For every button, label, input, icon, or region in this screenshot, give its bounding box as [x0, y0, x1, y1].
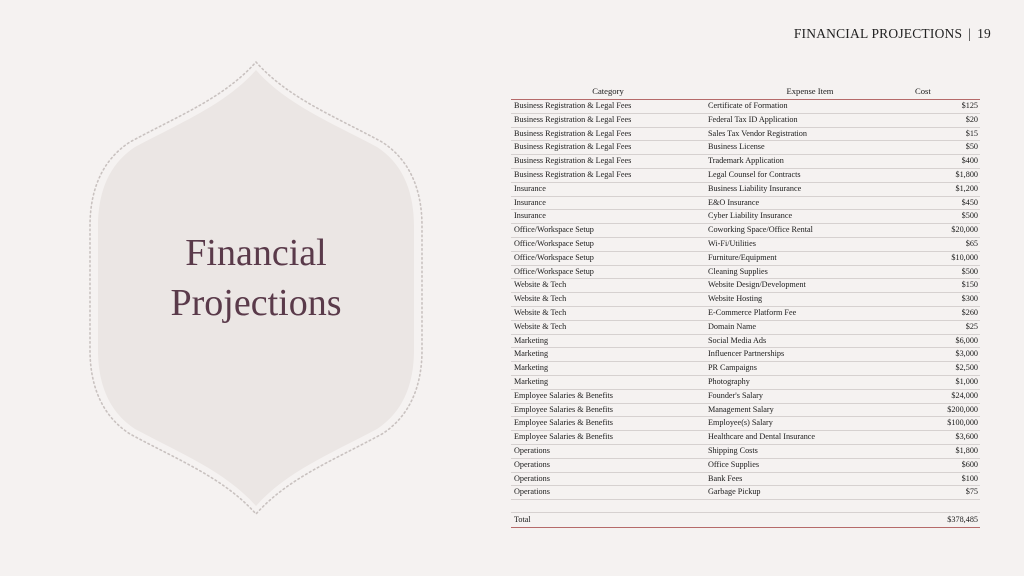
- cell-cost: $150: [915, 279, 980, 293]
- cell-cost: $10,000: [915, 251, 980, 265]
- cell-category: Operations: [511, 444, 705, 458]
- table-header-row: [511, 82, 980, 100]
- table-row: [511, 265, 980, 279]
- cell-cost: $20,000: [915, 224, 980, 238]
- cell-cost: $65: [915, 237, 980, 251]
- table-row: [511, 403, 980, 417]
- cell-category: Insurance: [511, 210, 705, 224]
- page-title: [88, 228, 424, 328]
- cell-expense-item: PR Campaigns: [705, 362, 915, 376]
- cell-cost: $3,000: [915, 348, 980, 362]
- table-row: [511, 389, 980, 403]
- cell-expense-item: Management Salary: [705, 403, 915, 417]
- cell-category: Insurance: [511, 196, 705, 210]
- cell-cost: $200,000: [915, 403, 980, 417]
- spacer-row: [511, 500, 980, 513]
- cell-category: Business Registration & Legal Fees: [511, 168, 705, 182]
- cell-category: Office/Workspace Setup: [511, 265, 705, 279]
- table-row: [511, 472, 980, 486]
- cell-category: Office/Workspace Setup: [511, 251, 705, 265]
- header-expense-item: Expense Item: [705, 82, 915, 100]
- cell-cost: $100: [915, 472, 980, 486]
- table-row: [511, 196, 980, 210]
- cell-expense-item: Influencer Partnerships: [705, 348, 915, 362]
- cell-category: Marketing: [511, 334, 705, 348]
- cell-category: Marketing: [511, 362, 705, 376]
- cell-expense-item: Website Hosting: [705, 293, 915, 307]
- cell-cost: $1,200: [915, 182, 980, 196]
- cell-category: Business Registration & Legal Fees: [511, 155, 705, 169]
- cell-expense-item: Business License: [705, 141, 915, 155]
- cell-cost: $25: [915, 320, 980, 334]
- total-empty-cell: [705, 513, 915, 528]
- table-row: [511, 182, 980, 196]
- cell-category: Employee Salaries & Benefits: [511, 403, 705, 417]
- cell-expense-item: Office Supplies: [705, 458, 915, 472]
- cell-cost: $20: [915, 113, 980, 127]
- cell-expense-item: Social Media Ads: [705, 334, 915, 348]
- table-row: [511, 486, 980, 500]
- cell-category: Business Registration & Legal Fees: [511, 141, 705, 155]
- title-line-2: Projections: [170, 282, 342, 324]
- table-row: [511, 320, 980, 334]
- page-header: [794, 26, 991, 42]
- cell-expense-item: Business Liability Insurance: [705, 182, 915, 196]
- cell-cost: $125: [915, 100, 980, 114]
- cell-expense-item: Federal Tax ID Application: [705, 113, 915, 127]
- cell-expense-item: Cleaning Supplies: [705, 265, 915, 279]
- cell-category: Business Registration & Legal Fees: [511, 127, 705, 141]
- cell-expense-item: Trademark Application: [705, 155, 915, 169]
- cell-expense-item: Founder's Salary: [705, 389, 915, 403]
- total-label: Total: [511, 513, 705, 528]
- cell-expense-item: Website Design/Development: [705, 279, 915, 293]
- cell-cost: $24,000: [915, 389, 980, 403]
- cell-cost: $75: [915, 486, 980, 500]
- table-row: [511, 141, 980, 155]
- cell-category: Office/Workspace Setup: [511, 237, 705, 251]
- table-row: [511, 362, 980, 376]
- table-row: [511, 444, 980, 458]
- total-cost: $378,485: [915, 513, 980, 528]
- cell-category: Website & Tech: [511, 279, 705, 293]
- table-body: [511, 100, 980, 500]
- table-row: [511, 251, 980, 265]
- cell-expense-item: Sales Tax Vendor Registration: [705, 127, 915, 141]
- table-row: [511, 293, 980, 307]
- table-row: [511, 417, 980, 431]
- table-row: [511, 431, 980, 445]
- table-row: [511, 100, 980, 114]
- table-row: [511, 237, 980, 251]
- cell-expense-item: Healthcare and Dental Insurance: [705, 431, 915, 445]
- cell-category: Employee Salaries & Benefits: [511, 431, 705, 445]
- cell-category: Business Registration & Legal Fees: [511, 100, 705, 114]
- cell-expense-item: Bank Fees: [705, 472, 915, 486]
- table-row: [511, 210, 980, 224]
- cell-cost: $1,000: [915, 375, 980, 389]
- cell-category: Website & Tech: [511, 293, 705, 307]
- cell-category: Marketing: [511, 348, 705, 362]
- cell-expense-item: Legal Counsel for Contracts: [705, 168, 915, 182]
- cell-cost: $1,800: [915, 444, 980, 458]
- cell-cost: $500: [915, 265, 980, 279]
- cell-cost: $450: [915, 196, 980, 210]
- table-row: [511, 279, 980, 293]
- cell-cost: $600: [915, 458, 980, 472]
- table-row: [511, 348, 980, 362]
- cell-expense-item: Certificate of Formation: [705, 100, 915, 114]
- total-row: [511, 513, 980, 528]
- cell-category: Business Registration & Legal Fees: [511, 113, 705, 127]
- table-row: [511, 127, 980, 141]
- cell-category: Operations: [511, 486, 705, 500]
- cell-category: Office/Workspace Setup: [511, 224, 705, 238]
- cell-expense-item: Cyber Liability Insurance: [705, 210, 915, 224]
- cell-cost: $2,500: [915, 362, 980, 376]
- cell-expense-item: Domain Name: [705, 320, 915, 334]
- table-row: [511, 458, 980, 472]
- cell-cost: $500: [915, 210, 980, 224]
- cell-expense-item: E-Commerce Platform Fee: [705, 306, 915, 320]
- cell-cost: $15: [915, 127, 980, 141]
- cell-expense-item: Wi-Fi/Utilities: [705, 237, 915, 251]
- table-row: [511, 155, 980, 169]
- page-number: 19: [977, 26, 991, 41]
- header-cost: Cost: [915, 82, 980, 100]
- cell-cost: $400: [915, 155, 980, 169]
- cell-category: Operations: [511, 472, 705, 486]
- cell-expense-item: Furniture/Equipment: [705, 251, 915, 265]
- cell-expense-item: Employee(s) Salary: [705, 417, 915, 431]
- cell-category: Website & Tech: [511, 320, 705, 334]
- cell-expense-item: Photography: [705, 375, 915, 389]
- cell-cost: $260: [915, 306, 980, 320]
- cell-cost: $50: [915, 141, 980, 155]
- cell-cost: $100,000: [915, 417, 980, 431]
- cell-cost: $1,800: [915, 168, 980, 182]
- cell-expense-item: Shipping Costs: [705, 444, 915, 458]
- table-row: [511, 334, 980, 348]
- cell-category: Employee Salaries & Benefits: [511, 417, 705, 431]
- cell-cost: $300: [915, 293, 980, 307]
- table-row: [511, 306, 980, 320]
- table-row: [511, 113, 980, 127]
- cell-category: Website & Tech: [511, 306, 705, 320]
- header-separator: |: [968, 26, 972, 41]
- cell-expense-item: Garbage Pickup: [705, 486, 915, 500]
- cell-category: Marketing: [511, 375, 705, 389]
- section-title: FINANCIAL PROJECTIONS: [793, 26, 963, 41]
- cell-expense-item: Coworking Space/Office Rental: [705, 224, 915, 238]
- cell-category: Operations: [511, 458, 705, 472]
- header-category: Category: [511, 82, 705, 100]
- expense-table: [511, 82, 980, 528]
- table-row: [511, 224, 980, 238]
- cell-expense-item: E&O Insurance: [705, 196, 915, 210]
- table-row: [511, 168, 980, 182]
- cell-cost: $3,600: [915, 431, 980, 445]
- cell-cost: $6,000: [915, 334, 980, 348]
- cell-category: Insurance: [511, 182, 705, 196]
- title-line-1: Financial: [185, 232, 327, 274]
- table-row: [511, 375, 980, 389]
- cell-category: Employee Salaries & Benefits: [511, 389, 705, 403]
